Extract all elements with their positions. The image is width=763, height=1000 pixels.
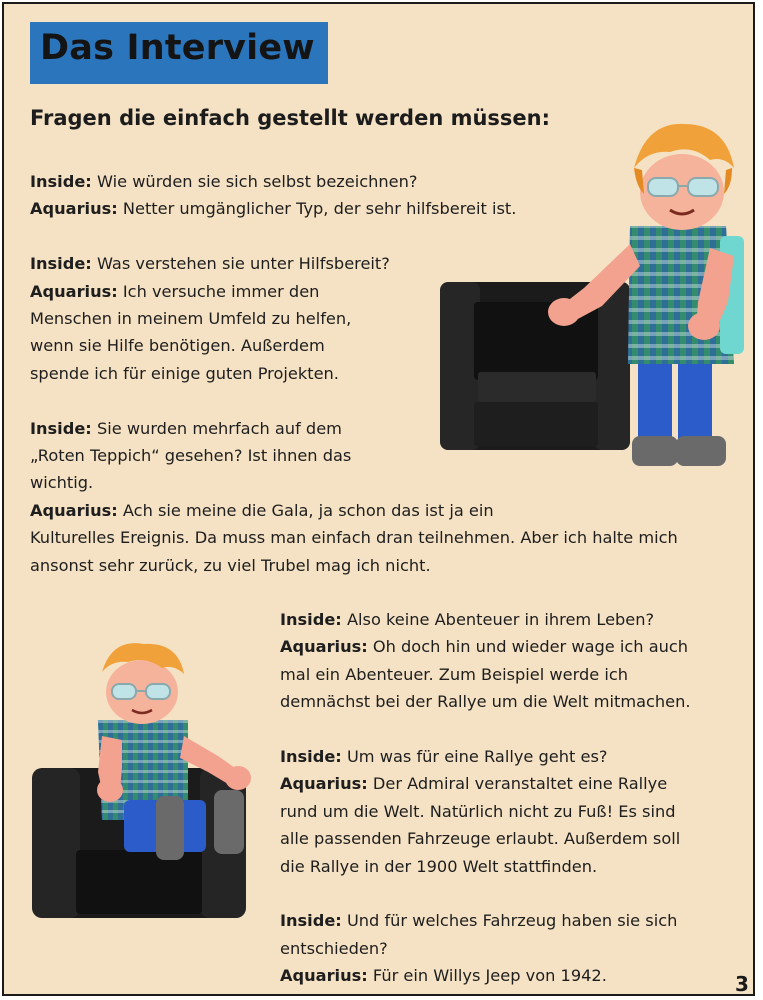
figure-standing-image <box>434 116 744 501</box>
answer-1: Aquarius: Netter umgänglicher Typ, der sehr hilfsbereit ist. <box>30 199 517 219</box>
section-subtitle: Fragen die einfach gestellt werden müssen: <box>30 106 551 130</box>
speaker-aquarius: Aquarius: <box>30 281 118 301</box>
figure-sitting-image <box>28 640 264 930</box>
speaker-inside: Inside: <box>30 254 92 274</box>
page-title: Das Interview <box>40 28 315 68</box>
answer-5: Aquarius: Der Admiral veranstaltet eine Rallye rund um die Welt. Natürlich nicht zu Fuß! Es sind alle passenden Fahrzeuge erlaubt. Außerdem soll die Rallye in der 1900 Welt stattfinden. <box>280 774 681 876</box>
answer-3: Aquarius: Ach sie meine die Gala, ja schon das ist ja ein Kulturelles Ereignis. Da muss man einfach dran teilnehmen. Aber ich halte mich ansonst sehr zurück, zu viel Trubel mag ich nicht. <box>30 500 678 575</box>
question-3: Inside: Sie wurden mehrfach auf dem „Roten Teppich“ gesehen? Ist ihnen das wichtig. <box>30 418 352 493</box>
speaker-inside: Inside: <box>280 747 342 767</box>
question-2: Inside: Was verstehen sie unter Hilfsbereit? <box>30 254 390 274</box>
armchair-icon <box>440 282 630 450</box>
answer-6: Aquarius: Für ein Willys Jeep von 1942. <box>280 966 607 986</box>
speaker-aquarius: Aquarius: <box>280 637 368 657</box>
speaker-aquarius: Aquarius: <box>280 774 368 794</box>
page-number: 3 <box>735 972 749 996</box>
answer-4: Aquarius: Oh doch hin und wieder wage ich auch mal ein Abenteuer. Zum Beispiel werde ich demnächst bei der Rallye um die Welt mitmachen. <box>280 637 691 712</box>
speaker-inside: Inside: <box>280 610 342 629</box>
speaker-aquarius: Aquarius: <box>280 966 368 986</box>
question-4: Inside: Also keine Abenteuer in ihrem Leben? <box>280 610 655 629</box>
question-1: Inside: Wie würden sie sich selbst bezeichnen? <box>30 172 418 191</box>
speaker-inside: Inside: <box>30 172 92 191</box>
answer-2: Aquarius: Ich versuche immer den Menschen in meinem Umfeld zu helfen, wenn sie Hilfe benötigen. Außerdem spende ich für einige guten Projekten. <box>30 281 352 383</box>
speaker-aquarius: Aquarius: <box>30 500 118 520</box>
question-5: Inside: Um was für eine Rallye geht es? <box>280 747 608 767</box>
speaker-aquarius: Aquarius: <box>30 199 118 219</box>
question-6: Inside: Und für welches Fahrzeug haben sie sich entschieden? <box>280 911 678 958</box>
speaker-inside: Inside: <box>30 418 92 438</box>
magazine-page <box>2 2 755 996</box>
title-box <box>30 22 328 84</box>
speaker-inside: Inside: <box>280 911 342 931</box>
interview-block-lower <box>280 606 750 990</box>
